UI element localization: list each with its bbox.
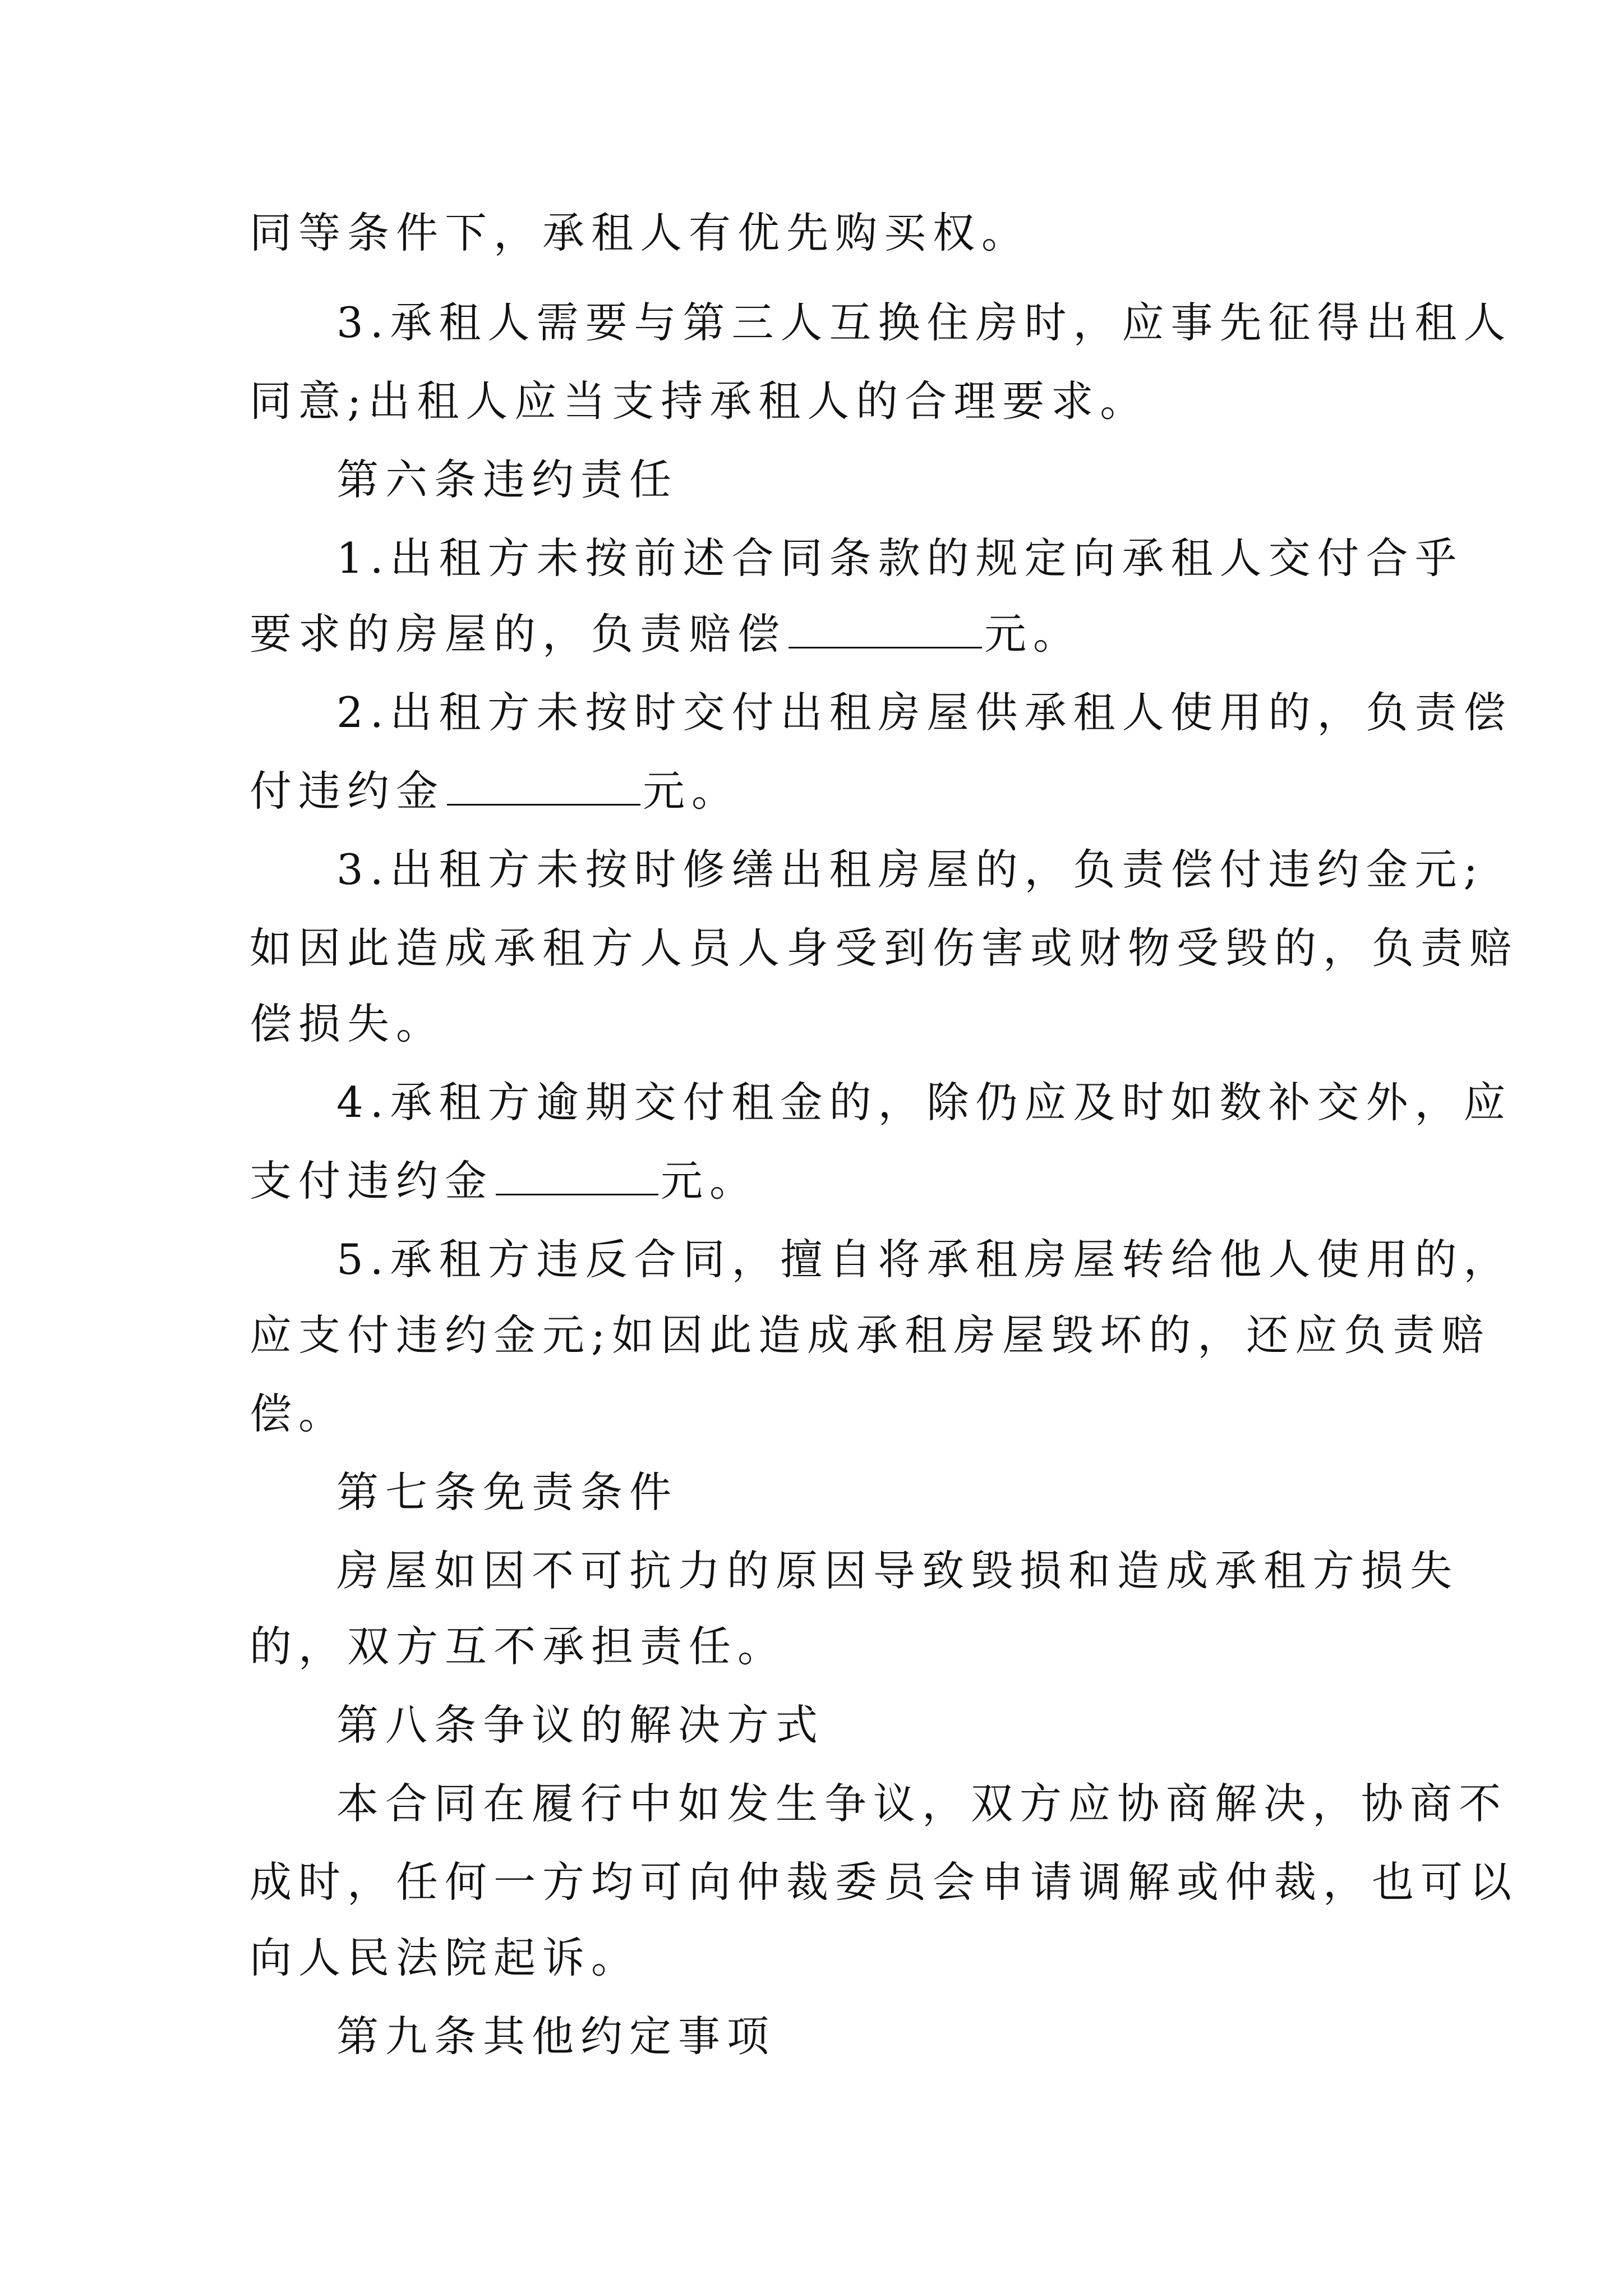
text-line: 本合同在履行中如发生争议，双方应协商解决，协商不 (336, 1779, 1508, 1828)
text-line: 偿。 (250, 1389, 348, 1438)
section-heading: 第九条其他约定事项 (336, 2012, 776, 2061)
text-line: 5.承租方违反合同，擅自将承租房屋转给他人使用的， (336, 1235, 1513, 1284)
text-segment: 元。 (984, 609, 1082, 659)
text-line: 3.承租人需要与第三人互换住房时，应事先征得出租人 (336, 298, 1513, 347)
text-line: 2.出租方未按时交付出租房屋供承租人使用的，负责偿 (336, 688, 1513, 737)
text-line: 3.出租方未按时修缮出租房屋的，负责偿付违约金元; (336, 845, 1484, 894)
section-heading: 第八条争议的解决方式 (336, 1700, 825, 1750)
text-segment: 支付违约金 (250, 1156, 494, 1205)
fill-in-blank (789, 611, 982, 648)
fill-in-blank (496, 1158, 658, 1195)
fill-in-blank (447, 768, 640, 806)
text-segment: 元。 (661, 1156, 759, 1205)
text-line: 4.承租方逾期交付租金的，除仍应及时如数补交外，应 (336, 1078, 1513, 1127)
text-line: 房屋如因不可抗力的原因导致毁损和造成承租方损失 (336, 1546, 1459, 1595)
text-line: 向人民法院起诉。 (250, 1933, 640, 1982)
text-line: 1.出租方未按前述合同条款的规定向承租人交付合乎 (336, 533, 1464, 583)
text-line: 的，双方互不承担责任。 (250, 1622, 787, 1671)
text-line: 如因此造成承租方人员人身受到伤害或财物受毁的，负责赔 (250, 923, 1519, 973)
text-segment: 要求的房屋的，负责赔偿 (250, 609, 787, 659)
text-line (250, 606, 1082, 662)
text-line: 偿损失。 (250, 999, 445, 1048)
text-line: 成时，任何一方均可向仲裁委员会申请调解或仲裁，也可以 (250, 1857, 1519, 1907)
text-segment: 元。 (643, 766, 741, 816)
text-line: 同等条件下，承租人有优先购买权。 (250, 208, 1031, 257)
section-heading: 第七条免责条件 (336, 1467, 679, 1517)
text-segment: 付违约金 (250, 766, 445, 816)
text-line: 应支付违约金元;如因此造成承租房屋毁坏的，还应负责赔 (250, 1310, 1491, 1360)
text-line: 同意;出租人应当支持承租人的合理要求。 (250, 376, 1149, 426)
text-line (250, 763, 740, 819)
text-line (250, 1153, 758, 1209)
section-heading: 第六条违约责任 (336, 455, 679, 504)
